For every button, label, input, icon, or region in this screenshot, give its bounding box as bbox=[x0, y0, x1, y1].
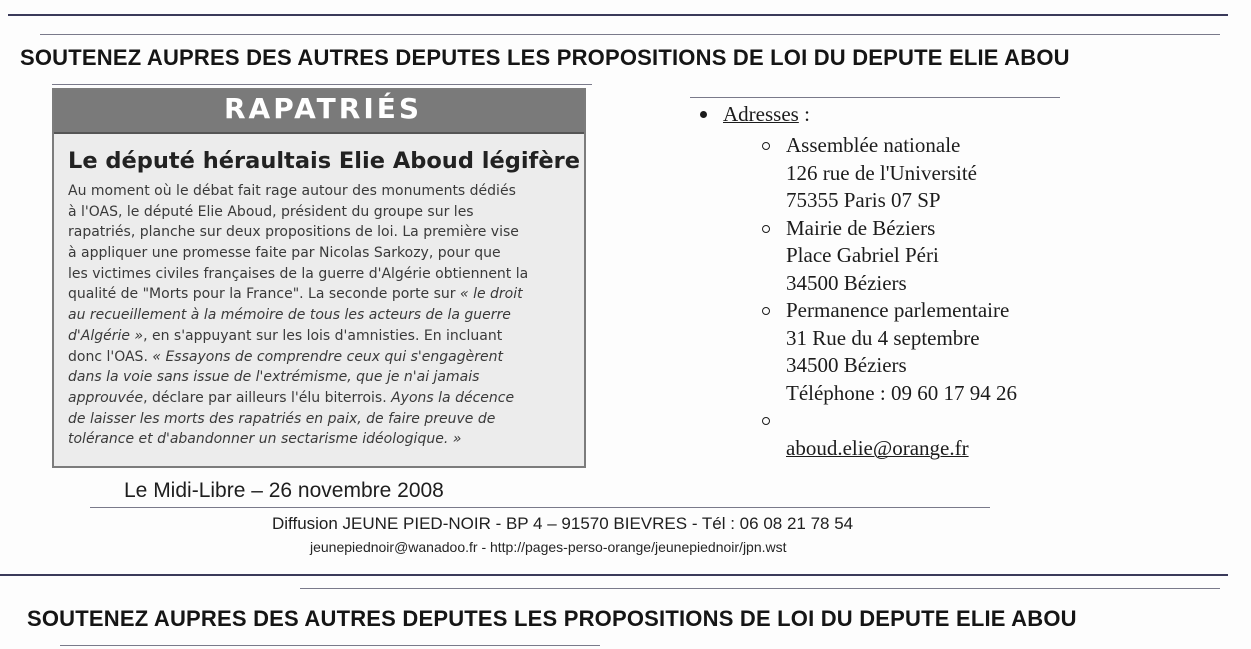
article-text: à appliquer une promesse faite par Nicolas Sarkozy, pour que bbox=[68, 245, 501, 262]
article-line bbox=[68, 409, 573, 430]
contact-line: jeunepiednoir@wanadoo.fr - http://pages-perso-orange/jeunepiednoir/jpn.wst bbox=[310, 539, 787, 555]
source-line: Le Midi-Libre – 26 novembre 2008 bbox=[124, 479, 444, 502]
email-link[interactable]: aboud.elie@orange.fr bbox=[786, 435, 969, 460]
article-title: Le député héraultais Elie Aboud légifère bbox=[68, 148, 580, 174]
address-item bbox=[762, 407, 1062, 435]
address-line: 75355 Paris 07 SP bbox=[786, 188, 941, 212]
article-line bbox=[68, 181, 573, 202]
addresses-label: Adresses bbox=[723, 102, 799, 126]
article-text: dans la voie sans issue de l'extrémisme, que je n'ai jamais bbox=[68, 369, 480, 386]
article-line bbox=[68, 202, 573, 223]
section-band bbox=[54, 90, 584, 134]
article-text: approuvée bbox=[68, 389, 144, 406]
email-line bbox=[762, 435, 1062, 463]
address-line: Mairie de Béziers bbox=[786, 215, 936, 240]
article-text: donc l'OAS. bbox=[68, 348, 153, 365]
bullet-circle-icon bbox=[762, 225, 770, 233]
address-item bbox=[762, 132, 1062, 215]
article-line bbox=[68, 429, 573, 450]
article-line bbox=[68, 305, 573, 326]
bullet-circle-icon bbox=[762, 142, 770, 150]
article-text: Au moment où le débat fait rage autour des monuments dédiés bbox=[68, 183, 516, 199]
article-line bbox=[68, 388, 573, 409]
bullet-circle-icon bbox=[762, 417, 770, 425]
bottom-rule-thin bbox=[300, 588, 1220, 589]
article-text: de laisser les morts des rapatriés en paix, de faire preuve de bbox=[68, 410, 496, 427]
address-line: 126 rue de l'Université bbox=[786, 160, 977, 185]
bullet-circle-icon bbox=[762, 307, 770, 315]
article-text: d'Algérie » bbox=[68, 327, 144, 344]
addresses-heading bbox=[700, 102, 810, 127]
address-top-rule bbox=[690, 97, 1060, 98]
top-rule-thin bbox=[40, 34, 1220, 35]
address-line: Téléphone : 09 60 17 94 26 bbox=[786, 380, 1017, 405]
article-text: rapatriés, planche sur deux propositions de loi. La première vise bbox=[68, 224, 519, 241]
article-text: à l'OAS, le député Elie Aboud, président du groupe sur les bbox=[68, 203, 474, 220]
article-line bbox=[68, 222, 573, 243]
address-line: 34500 Béziers bbox=[786, 353, 907, 377]
clipping-top-rule bbox=[52, 84, 592, 85]
article-text: « le droit bbox=[460, 286, 523, 303]
article-body bbox=[68, 181, 573, 450]
address-line: 34500 Béziers bbox=[786, 270, 907, 295]
diffusion-line: Diffusion JEUNE PIED-NOIR - BP 4 – 91570 BIEVRES - Tél : 06 08 21 78 54 bbox=[272, 514, 854, 533]
article-text: « Essayons de comprendre ceux qui s'engagèrent bbox=[152, 348, 503, 365]
bottom-rule bbox=[0, 574, 1228, 576]
article-text: Ayons la décence bbox=[391, 389, 515, 406]
address-line: 31 Rue du 4 septembre bbox=[786, 325, 980, 350]
bullet-disc-icon bbox=[700, 111, 707, 118]
addresses-label-suffix: : bbox=[798, 102, 810, 126]
address-line bbox=[786, 407, 1062, 435]
newspaper-clipping bbox=[52, 88, 586, 468]
top-rule bbox=[8, 14, 1228, 16]
article-line bbox=[68, 347, 573, 368]
article-text: tolérance et d'abandonner un sectarisme idéologique. » bbox=[68, 431, 462, 448]
address-line: Permanence parlementaire bbox=[786, 298, 1010, 322]
article-line bbox=[68, 326, 573, 347]
address-list bbox=[762, 132, 1062, 462]
article-text: qualité de "Morts pour la France". La seconde porte sur bbox=[68, 286, 460, 303]
address-item bbox=[762, 297, 1062, 407]
article-text: , déclare par ailleurs l'élu biterrois. bbox=[143, 389, 392, 406]
headline-bottom: SOUTENEZ AUPRES DES AUTRES DEPUTES LES PROPOSITIONS DE LOI DU DEPUTE ELIE ABOU bbox=[27, 606, 1077, 631]
address-item bbox=[762, 215, 1062, 298]
article-line bbox=[68, 367, 573, 388]
article-text: , en s'appuyant sur les lois d'amnisties. En incluant bbox=[143, 327, 503, 344]
source-rule bbox=[90, 507, 990, 508]
article-line bbox=[68, 243, 573, 264]
article-line bbox=[68, 284, 573, 305]
address-line: Place Gabriel Péri bbox=[786, 243, 939, 267]
section-label: RAPATRIÉS bbox=[224, 92, 423, 125]
article-text: au recueillement à la mémoire de tous les acteurs de la guerre bbox=[68, 307, 511, 324]
article-text: les victimes civiles françaises de la guerre d'Algérie obtiennent la bbox=[68, 265, 529, 282]
footer-rule bbox=[60, 645, 600, 646]
address-line: Assemblée nationale bbox=[786, 133, 961, 157]
article-line bbox=[68, 264, 573, 285]
headline-top: SOUTENEZ AUPRES DES AUTRES DEPUTES LES PROPOSITIONS DE LOI DU DEPUTE ELIE ABOU bbox=[20, 45, 1070, 70]
